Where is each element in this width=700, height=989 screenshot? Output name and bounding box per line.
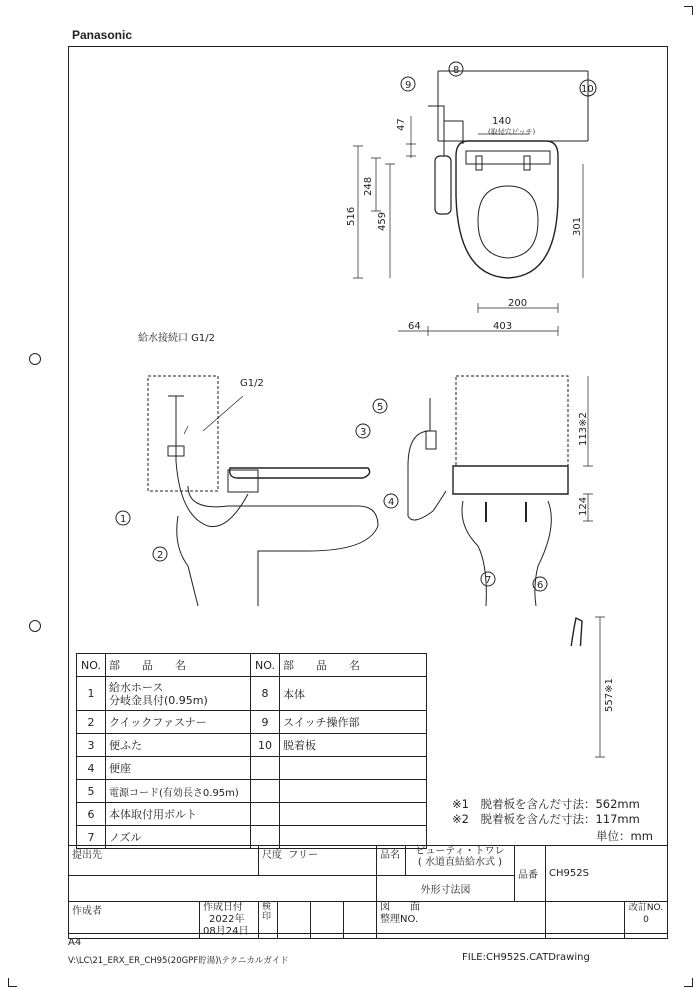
g12-label: G1/2 xyxy=(240,378,264,389)
binder-hole-bottom xyxy=(29,620,41,632)
check-box-2 xyxy=(311,902,344,939)
parts-table xyxy=(76,653,427,849)
callout-3: 3 xyxy=(360,427,367,438)
part-name-main: 給水ホース xyxy=(109,680,164,694)
part-name2 xyxy=(280,780,427,803)
brand-logo: Panasonic xyxy=(72,28,133,42)
dim-248: 248 xyxy=(363,176,374,196)
drawing-no-value xyxy=(546,902,625,939)
part-no2 xyxy=(251,757,280,780)
product-line2: ( 水道直結給水式 ) xyxy=(417,857,503,868)
seat-height-dim xyxy=(590,612,620,762)
seat-profile-view xyxy=(440,618,582,646)
revision-value: 0 xyxy=(643,915,649,925)
water-inlet-label: 給水接続口 G1/2 xyxy=(138,333,216,344)
table-row xyxy=(77,780,427,803)
note-1: ※1 脱着板を含んだ寸法：562mm xyxy=(452,797,640,811)
part-no2: 9 xyxy=(251,711,280,734)
title-block xyxy=(68,845,668,939)
callout-10: 10 xyxy=(581,84,594,95)
table-row xyxy=(77,711,427,734)
revision-cell xyxy=(625,902,668,939)
dim-459: 459 xyxy=(377,211,388,231)
part-no: 6 xyxy=(77,803,106,826)
callout-7: 7 xyxy=(485,575,492,586)
part-no: 7 xyxy=(77,826,106,849)
part-name: 便ふた xyxy=(106,734,251,757)
scale-value: フリー xyxy=(288,850,318,861)
callout-5: 5 xyxy=(377,402,384,413)
drawing-no-label1: 図 面 xyxy=(380,902,420,913)
dim-557: 557※1 xyxy=(604,678,615,712)
date-label: 作成日付 xyxy=(203,902,243,913)
part-name: 便座 xyxy=(106,757,251,780)
table-row xyxy=(77,757,427,780)
file-path: V:\LC\21_ERX_ER_CH95(20GPF貯湯)\テクニカルガイド xyxy=(68,956,289,966)
part-name2: 脱着板 xyxy=(280,734,427,757)
paper-size: A4 xyxy=(68,937,82,948)
part-no: 2 xyxy=(77,711,106,734)
product-name xyxy=(406,846,515,876)
dim-47: 47 xyxy=(396,118,407,131)
blank-cell xyxy=(69,876,377,902)
dim-301: 301 xyxy=(572,216,583,236)
part-no: 1 xyxy=(77,677,106,711)
model-value: CH952S xyxy=(546,846,668,902)
part-name xyxy=(106,677,251,711)
client-label: 提出先 xyxy=(69,846,259,876)
top-view xyxy=(353,71,588,336)
product-label: 品名 xyxy=(377,846,406,876)
dim-200: 200 xyxy=(508,298,528,309)
check-box-1 xyxy=(278,902,311,939)
check-label: 検印 xyxy=(259,902,278,939)
dim-124: 124 xyxy=(578,496,589,516)
side-view-right xyxy=(408,376,593,606)
dim-64: 64 xyxy=(408,321,421,332)
author-label: 作成者 xyxy=(69,902,200,939)
binder-hole-top xyxy=(29,353,41,365)
part-no: 5 xyxy=(77,780,106,803)
part-no: 3 xyxy=(77,734,106,757)
part-name2 xyxy=(280,757,427,780)
callout-1: 1 xyxy=(120,514,127,525)
crop-mark-bl xyxy=(8,978,17,987)
drawing-no-label2: 整理NO. xyxy=(380,914,419,925)
part-name2: 本体 xyxy=(280,677,427,711)
dim-516: 516 xyxy=(346,206,357,226)
part-name-sub: 分岐金具付(0.95m) xyxy=(109,693,208,707)
part-name2: スイッチ操作部 xyxy=(280,711,427,734)
part-name2 xyxy=(280,803,427,826)
scale-label: 尺度 xyxy=(262,850,282,861)
parts-header-name: 部 品 名 xyxy=(106,654,251,677)
product-line1: ビューティ・トワレ xyxy=(415,846,505,857)
dim-113: 113※2 xyxy=(578,412,589,446)
callout-2: 2 xyxy=(157,550,164,561)
part-name: 本体取付用ボルト xyxy=(106,803,251,826)
unit-label: 単位：mm xyxy=(596,829,653,843)
part-no2 xyxy=(251,803,280,826)
scale-cell xyxy=(259,846,377,876)
table-row xyxy=(77,803,427,826)
dim-140-note: (取付穴ピッチ) xyxy=(488,128,536,136)
notes xyxy=(452,797,640,827)
table-row xyxy=(77,734,427,757)
dim-140: 140 xyxy=(492,116,512,127)
technical-drawing xyxy=(68,46,668,646)
drawing-name: 外形寸法図 xyxy=(377,876,515,902)
note-2: ※2 脱着板を含んだ寸法：117mm xyxy=(452,812,640,826)
revision-label: 改訂NO. xyxy=(628,903,664,913)
model-label: 品番 xyxy=(515,846,546,902)
callout-6: 6 xyxy=(537,580,544,591)
parts-header-no: NO. xyxy=(77,654,106,677)
callout-8: 8 xyxy=(453,65,460,76)
callout-9: 9 xyxy=(405,80,412,91)
table-row xyxy=(77,677,427,711)
file-name: FILE:CH952S.CATDrawing xyxy=(462,952,590,963)
parts-header-no2: NO. xyxy=(251,654,280,677)
check-box-3 xyxy=(344,902,377,939)
callout-4: 4 xyxy=(388,497,395,508)
date-cell xyxy=(200,902,259,939)
part-no: 4 xyxy=(77,757,106,780)
crop-mark-br xyxy=(684,978,693,987)
date-value: 2022年08月24日 xyxy=(203,914,249,937)
part-no2: 8 xyxy=(251,677,280,711)
side-view-left xyxy=(148,376,378,606)
part-no2: 10 xyxy=(251,734,280,757)
part-name: 電源コード(有効長さ0.95m) xyxy=(106,780,251,803)
parts-header-name2: 部 品 名 xyxy=(280,654,427,677)
part-name: ノズル xyxy=(106,826,251,849)
dim-403: 403 xyxy=(493,321,513,332)
drawing-no-cell xyxy=(377,902,546,939)
crop-mark-tr xyxy=(684,6,693,15)
part-name: クイックファスナー xyxy=(106,711,251,734)
part-no2 xyxy=(251,780,280,803)
